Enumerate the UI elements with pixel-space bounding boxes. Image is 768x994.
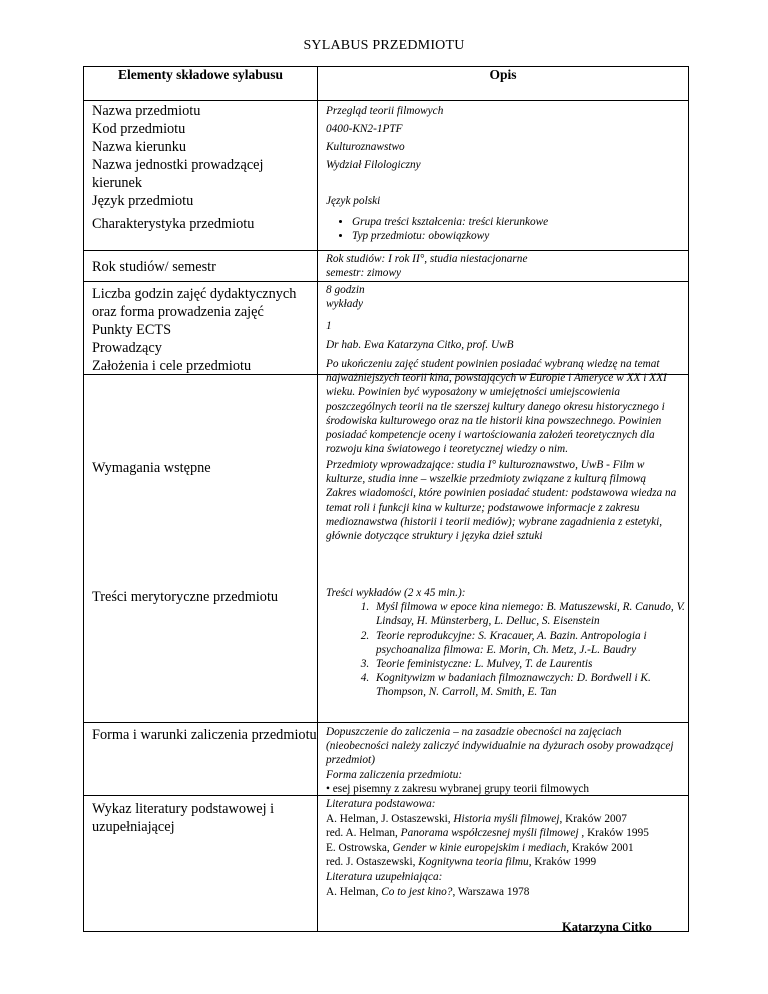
- table-row-wymagania: [84, 375, 689, 723]
- value-nazwa-kierunku: Kulturoznawstwo: [326, 141, 405, 153]
- charakterystyka-list: [322, 215, 682, 243]
- value-nazwa-przedmiotu: Przegląd teorii filmowych: [326, 105, 444, 117]
- lit-item-1: [326, 812, 686, 827]
- lit-author: A. Helman, J. Ostaszewski,: [326, 812, 454, 825]
- lit-author: red. A. Helman,: [326, 827, 401, 840]
- value-forma-p3: • esej pisemny z zakresu wybranej grupy teorii filmowych: [326, 782, 590, 795]
- value-jezyk: Język polski: [326, 195, 381, 207]
- value-godziny-line1: 8 godzin: [326, 284, 365, 296]
- label-jezyk: Język przedmiotu: [92, 193, 194, 209]
- lit-title: Historia myśli filmowej: [453, 812, 560, 825]
- lit-title: Kognitywna teoria filmu: [418, 856, 529, 869]
- lit-author: red. J. Ostaszewski,: [326, 856, 419, 869]
- table-row-rok: [84, 251, 689, 282]
- lit-author: E. Ostrowska,: [326, 841, 393, 854]
- lit-author: A. Helman,: [326, 885, 382, 898]
- value-kod-przedmiotu: 0400-KN2-1PTF: [326, 123, 403, 135]
- lit-title: Co to jest kino?: [381, 885, 453, 898]
- list-item: 1. Myśl filmowa w epoce kina niemego: B. Matuszewski, R. Canudo, V. Lindsay, H. Münsterberg, L. Delluc, S. Eisenstein: [372, 600, 686, 628]
- label-zalozenia: Założenia i cele przedmiotu: [92, 358, 252, 374]
- list-item: 2. Teorie reprodukcyjne: S. Kracauer, A. Bazin. Antropologia i psychoanaliza filmowa: E. Morin, Ch. Metz, J.-L. Baudry: [372, 629, 686, 657]
- value-nazwa-jednostki: Wydział Filologiczny: [326, 159, 421, 171]
- value-wymagania-p2: Zakres wiadomości, które powinien posiadać student: podstawowa wiedza na temat roli i funkcji kina w kulturze; podstawowe informacje z zakresu medioznawstwa (historii i teorii mediów); wybrane zagadnienia z estetyki, głównie dotyczące struktury i języka dzieł sztuki: [326, 487, 677, 543]
- value-tresci-intro: Treści wykładów (2 x 45 min.):: [326, 587, 466, 599]
- lit-podstawowa-label: Literatura podstawowa:: [326, 798, 436, 810]
- tresci-list: [326, 600, 686, 699]
- label-wymagania: Wymagania wstępne: [92, 460, 211, 476]
- lit-uzupelniajaca-label: Literatura uzupełniająca:: [326, 870, 443, 883]
- list-item: 4. Kognitywizm w badaniach filmoznawczych: D. Bordwell i K. Thompson, N. Carroll, M. Smith, E. Tan: [372, 671, 686, 699]
- value-zalozenia: Po ukończeniu zajęć student powinien posiadać wybraną wiedzę na temat najważniejszych teorii kina, powstających w Europie i Ameryce w XX i XXI wieku. Powinien być wyposażony w umiejętności umiejscowienia poszczególnych teorii na tle szerszej kultury danego okresu historycznego i środowiska kulturowego oraz na tle historii kina powszechnego. Powinien posiadać kompetencje oceny i wartościowania założeń teoretycznych dla rozwoju kina światowego i teoretycznej wiedzy o nim.: [326, 358, 667, 456]
- label-nazwa-przedmiotu: Nazwa przedmiotu: [92, 103, 201, 119]
- lit-place: , Kraków 2007: [559, 812, 627, 825]
- lit-title: Gender w kinie europejskim i mediach: [392, 841, 567, 854]
- label-kod-przedmiotu: Kod przedmiotu: [92, 121, 186, 137]
- label-nazwa-jednostki: Nazwa jednostki prowadzącej kierunek: [92, 157, 264, 191]
- value-punkty: 1: [326, 320, 332, 332]
- table-row-details: [84, 282, 689, 375]
- list-item: • Typ przedmiotu: obowiązkowy: [352, 229, 682, 243]
- document-title: SYLABUS PRZEDMIOTU: [303, 38, 465, 53]
- lit-place: , Kraków 1995: [578, 827, 649, 840]
- lit-item-3: [326, 841, 686, 856]
- signature: Katarzyna Citko: [562, 920, 652, 934]
- header-right: Opis: [318, 67, 689, 101]
- lit-item-4: [326, 855, 686, 870]
- table-header-row: [84, 67, 689, 101]
- lit-place: , Warszawa 1978: [452, 885, 530, 898]
- value-prowadzacy: Dr hab. Ewa Katarzyna Citko, prof. UwB: [326, 339, 514, 351]
- label-charakterystyka: Charakterystyka przedmiotu: [92, 216, 255, 232]
- table-row-basic-info: [84, 101, 689, 251]
- label-forma-warunki: Forma i warunki zaliczenia przedmiotu: [92, 727, 317, 743]
- list-item: • Grupa treści kształcenia: treści kierunkowe: [352, 215, 682, 229]
- label-literatura: Wykaz literatury podstawowej i uzupełniającej: [92, 801, 275, 835]
- value-godziny-line2: wykłady: [326, 298, 364, 310]
- syllabus-table: [83, 66, 689, 932]
- value-wymagania-p1: Przedmioty wprowadzające: studia I° kulturoznawstwo, UwB - Film w kulturze, studia inne – wszelkie przedmioty związane z kulturą filmową: [326, 459, 647, 486]
- table-row-forma: [84, 723, 689, 796]
- table-row-literatura: [84, 796, 689, 932]
- value-forma-p2: Forma zaliczenia przedmiotu:: [326, 768, 463, 781]
- lit-title: Panorama współczesnej myśli filmowej: [400, 827, 579, 840]
- list-item: 3. Teorie feministyczne: L. Mulvey, T. de Laurentis: [372, 657, 686, 671]
- value-rok-line2: semestr: zimowy: [326, 267, 401, 279]
- lit-place: , Kraków 2001: [566, 841, 634, 854]
- label-tresci: Treści merytoryczne przedmiotu: [92, 589, 279, 605]
- label-liczba-godzin: Liczba godzin zajęć dydaktycznych oraz forma prowadzenia zajęć: [92, 286, 297, 320]
- label-rok: Rok studiów/ semestr: [92, 259, 216, 275]
- label-nazwa-kierunku: Nazwa kierunku: [92, 139, 187, 155]
- label-prowadzacy: Prowadzący: [92, 340, 162, 356]
- value-forma-p1: Dopuszczenie do zaliczenia – na zasadzie obecności na zajęciach (nieobecności należy zaliczyć indywidualnie na dyżurach osoby prowadzącej przedmiot): [326, 726, 674, 767]
- lit-item-5: [326, 885, 686, 900]
- lit-place: , Kraków 1999: [528, 856, 597, 869]
- lit-item-2: [326, 826, 686, 841]
- header-left: Elementy składowe sylabusu: [84, 67, 318, 101]
- value-rok-line1: Rok studiów: I rok II°, studia niestacjonarne: [326, 253, 528, 265]
- label-punkty: Punkty ECTS: [92, 322, 172, 338]
